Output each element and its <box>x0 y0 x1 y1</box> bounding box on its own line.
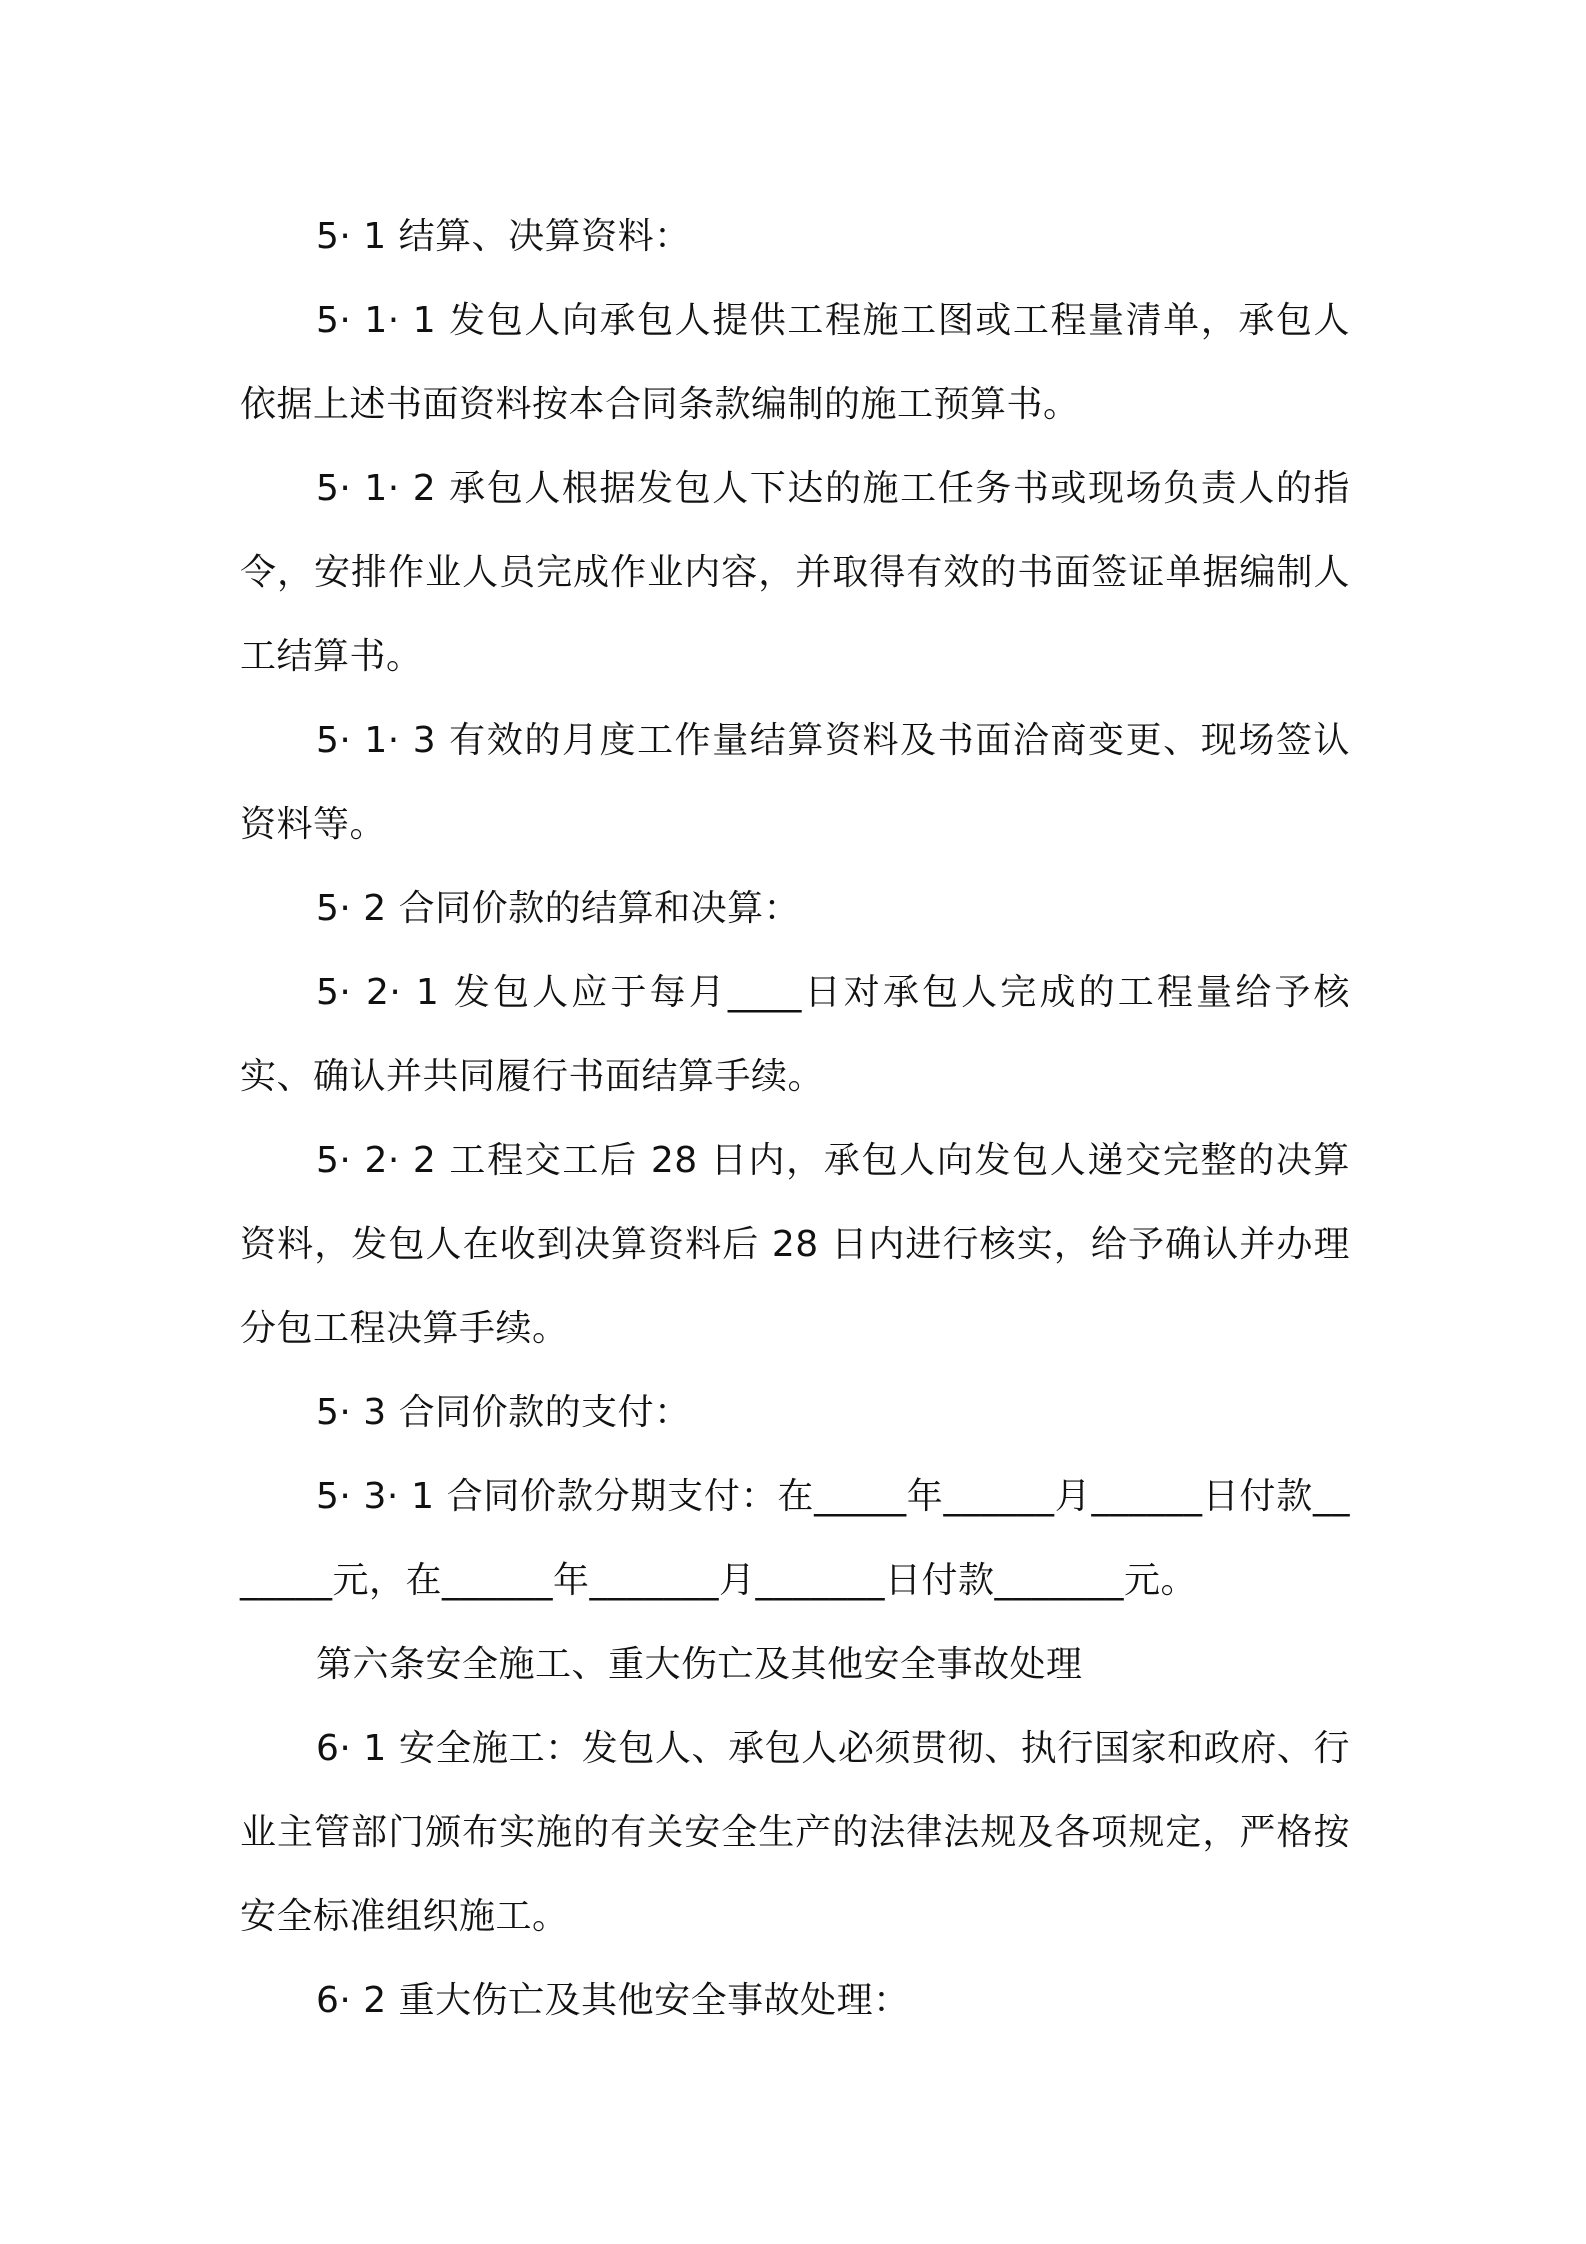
document-body <box>240 195 1350 2043</box>
section-5-2-heading: 5· 2 合同价款的结算和决算： <box>316 888 801 929</box>
clause-5-1-3: 5· 1· 3 有效的月度工作量结算资料及书面洽商变更、现场签认资料等。 <box>240 720 1350 845</box>
article-6-heading: 第六条安全施工、重大伤亡及其他安全事故处理 <box>316 1644 1083 1685</box>
clause-5-3-1: 5· 3· 1 合同价款分期支付：在_____年______月______日付款_______元，在______年_______月_______日付款_______元。 <box>240 1476 1350 1601</box>
section-5-3-heading: 5· 3 合同价款的支付： <box>316 1392 691 1433</box>
clause-6-1: 6· 1 安全施工：发包人、承包人必须贯彻、执行国家和政府、行业主管部门颁布实施的有关安全生产的法律法规及各项规定，严格按安全标准组织施工。 <box>240 1728 1350 1937</box>
clause-5-1-1: 5· 1· 1 发包人向承包人提供工程施工图或工程量清单，承包人依据上述书面资料按本合同条款编制的施工预算书。 <box>240 300 1350 425</box>
section-5-1-heading: 5· 1 结算、决算资料： <box>316 216 691 257</box>
clause-5-1-2: 5· 1· 2 承包人根据发包人下达的施工任务书或现场负责人的指令，安排作业人员完成作业内容，并取得有效的书面签证单据编制人工结算书。 <box>240 468 1350 677</box>
clause-6-2: 6· 2 重大伤亡及其他安全事故处理： <box>316 1980 910 2021</box>
clause-5-2-1: 5· 2· 1 发包人应于每月____日对承包人完成的工程量给予核实、确认并共同履行书面结算手续。 <box>240 972 1350 1097</box>
clause-5-2-2: 5· 2· 2 工程交工后 28 日内，承包人向发包人递交完整的决算资料，发包人在收到决算资料后 28 日内进行核实，给予确认并办理分包工程决算手续。 <box>240 1140 1350 1349</box>
